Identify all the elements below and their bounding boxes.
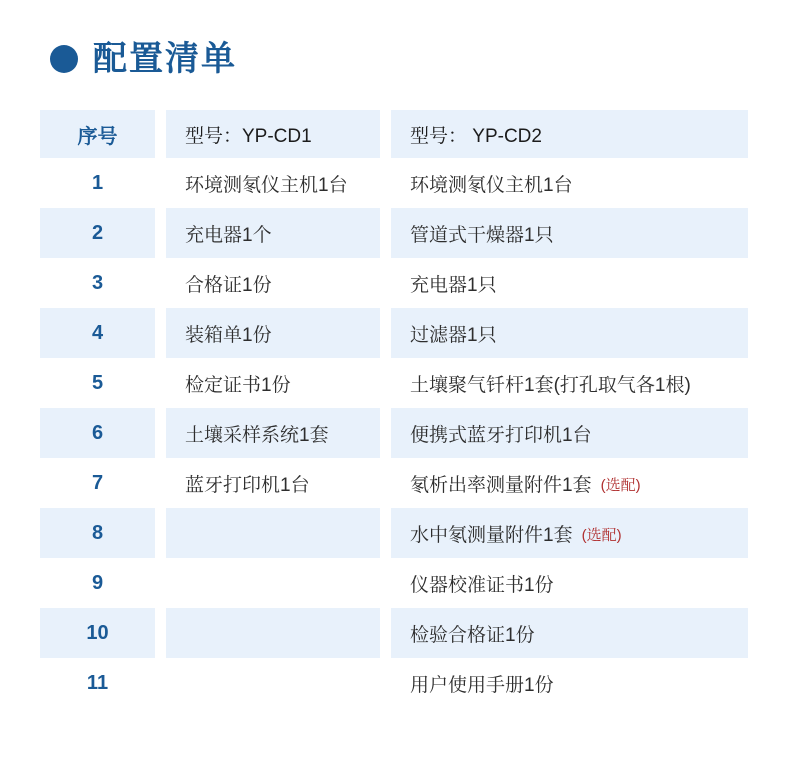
cd1-item-label: 土壤采样系统1套 xyxy=(185,424,329,446)
cd2-item-label: 仪器校准证书1份 xyxy=(410,574,554,596)
cd2-item-label: 过滤器1只 xyxy=(410,324,497,346)
row-number: 4 xyxy=(40,308,155,358)
cd2-item xyxy=(391,458,748,508)
row-number: 9 xyxy=(40,558,155,608)
cd2-item-label: 充电器1只 xyxy=(410,274,497,296)
cd1-item xyxy=(166,408,380,458)
cd1-item-label: 合格证1份 xyxy=(185,274,272,296)
row-number: 7 xyxy=(40,458,155,508)
cd2-item xyxy=(391,158,748,208)
col-header-serial: 序号 xyxy=(40,110,155,158)
cd1-item xyxy=(166,158,380,208)
optional-badge: (选配) xyxy=(581,526,622,544)
cd2-item xyxy=(391,408,748,458)
cd1-item xyxy=(166,458,380,508)
cd2-item xyxy=(391,608,748,658)
table-row xyxy=(40,408,748,458)
table-header-row xyxy=(40,110,748,158)
cd2-item xyxy=(391,558,748,608)
cd2-item-label: 检验合格证1份 xyxy=(410,624,535,646)
row-number: 6 xyxy=(40,408,155,458)
cd1-item-label: 环境测氡仪主机1台 xyxy=(185,174,348,196)
row-number: 3 xyxy=(40,258,155,308)
cd2-item xyxy=(391,208,748,258)
table-row xyxy=(40,208,748,258)
cd2-item-label: 土壤聚气钎杆1套(打孔取气各1根) xyxy=(410,374,691,396)
cd2-item-label: 用户使用手册1份 xyxy=(410,674,554,696)
table-row xyxy=(40,458,748,508)
col-header-model-cd2: 型号： YP-CD2 xyxy=(391,110,748,158)
cd1-item xyxy=(166,308,380,358)
optional-badge: (选配) xyxy=(600,476,641,494)
cd2-item-label: 氡析出率测量附件1套 xyxy=(410,474,592,496)
section-header xyxy=(0,0,790,76)
table-row xyxy=(40,308,748,358)
cd2-item xyxy=(391,508,748,558)
table-row xyxy=(40,508,748,558)
cd1-item xyxy=(166,508,380,558)
cd2-item xyxy=(391,358,748,408)
cd2-item-label: 管道式干燥器1只 xyxy=(410,224,554,246)
table-row xyxy=(40,658,748,708)
cd1-item-label: 装箱单1份 xyxy=(185,324,272,346)
col-header-model-cd1: 型号：YP-CD1 xyxy=(166,110,380,158)
bullet-circle-icon xyxy=(50,45,78,73)
cd1-item-label: 充电器1个 xyxy=(185,224,272,246)
row-number: 11 xyxy=(40,658,155,708)
config-table xyxy=(40,110,748,708)
table-row xyxy=(40,158,748,208)
cd2-item-label: 环境测氡仪主机1台 xyxy=(410,174,573,196)
row-number: 2 xyxy=(40,208,155,258)
cd2-item xyxy=(391,258,748,308)
row-number: 1 xyxy=(40,158,155,208)
table-row xyxy=(40,258,748,308)
cd2-item xyxy=(391,658,748,708)
table-body xyxy=(40,158,748,708)
cd2-item-label: 水中氡测量附件1套 xyxy=(410,524,573,546)
table-row xyxy=(40,558,748,608)
cd1-item xyxy=(166,358,380,408)
row-number: 5 xyxy=(40,358,155,408)
cd1-item xyxy=(166,208,380,258)
cd2-item-label: 便携式蓝牙打印机1台 xyxy=(410,424,592,446)
row-number: 10 xyxy=(40,608,155,658)
page-title: 配置清单 xyxy=(93,40,237,78)
cd1-item-label: 检定证书1份 xyxy=(185,374,291,396)
table-row xyxy=(40,358,748,408)
cd2-item xyxy=(391,308,748,358)
row-number: 8 xyxy=(40,508,155,558)
cd1-item xyxy=(166,558,380,608)
cd1-item xyxy=(166,658,380,708)
cd1-item xyxy=(166,258,380,308)
cd1-item-label: 蓝牙打印机1台 xyxy=(185,474,310,496)
table-row xyxy=(40,608,748,658)
cd1-item xyxy=(166,608,380,658)
